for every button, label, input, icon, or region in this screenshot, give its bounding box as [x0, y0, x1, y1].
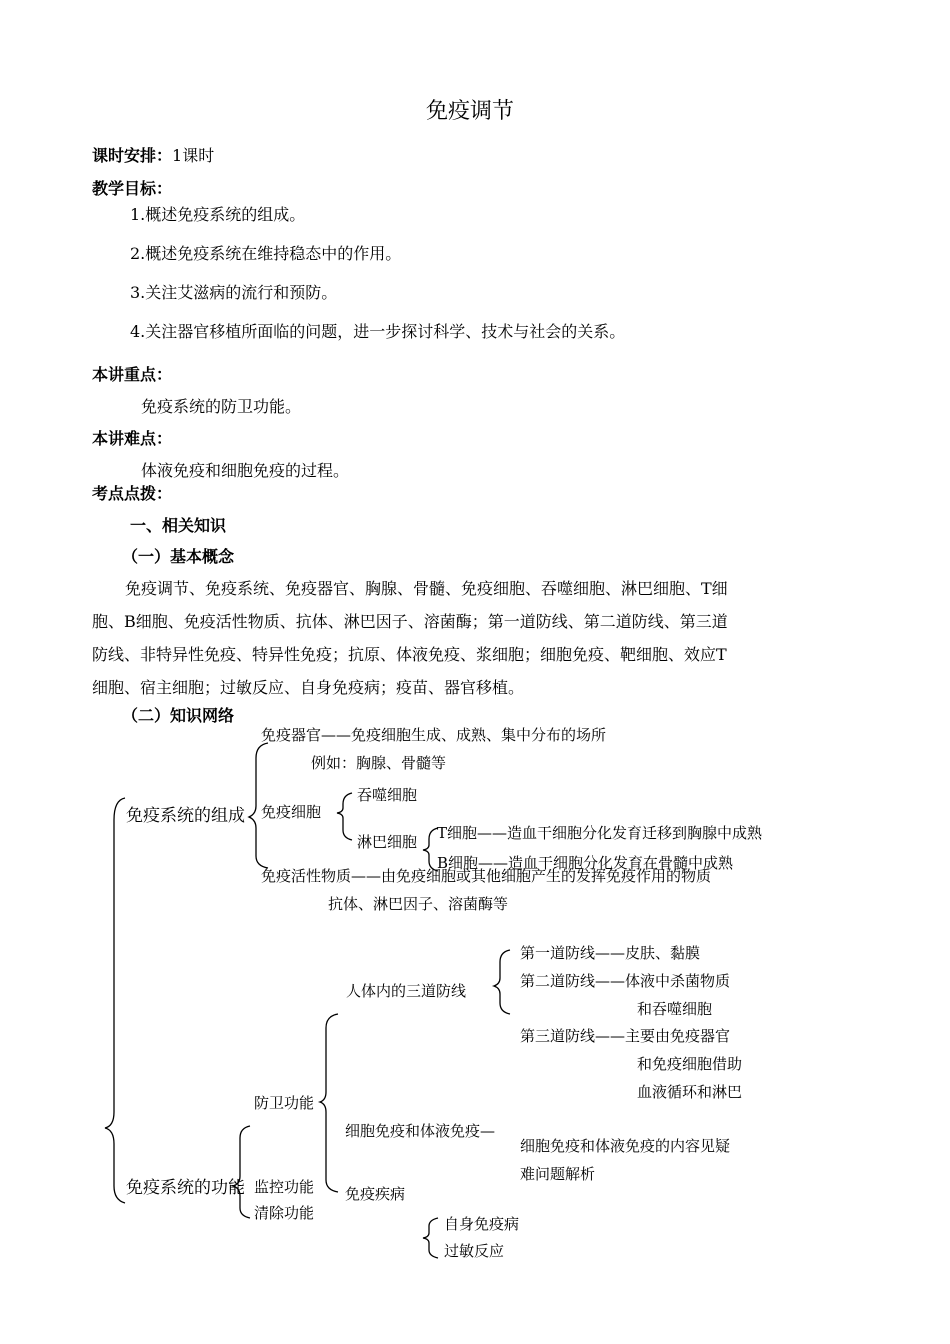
objective-item: 1.概述免疫系统的组成。 [130, 205, 306, 224]
immune-organ: 免疫器官——免疫细胞生成、成熟、集中分布的场所 [261, 726, 607, 744]
concept-line: 防线、非特异性免疫、特异性免疫；抗原、体液免疫、浆细胞；细胞免疫、靶细胞、效应T [92, 645, 727, 664]
schedule-label: 课时安排： [92, 146, 173, 165]
defense-function: 防卫功能 [254, 1094, 315, 1112]
phagocyte: 吞噬细胞 [357, 786, 418, 804]
key-point-label: 本讲重点： [92, 365, 173, 384]
autoimmune-disease: 自身免疫病 [444, 1215, 520, 1233]
immune-cells: 免疫细胞 [261, 803, 322, 821]
immune-active-substance: 免疫活性物质——由免疫细胞或其他细胞产生的发挥免疫作用的物质 [261, 867, 712, 885]
subsection-heading: （一）基本概念 [122, 547, 235, 566]
section-heading: 一、相关知识 [130, 516, 227, 535]
exam-label: 考点点拨： [92, 484, 173, 503]
cell-humoral-immunity: 细胞免疫和体液免疫— [345, 1122, 496, 1140]
schedule-value: 1课时 [172, 146, 215, 165]
difficulty-text: 体液免疫和细胞免疫的过程。 [141, 461, 350, 480]
key-point-text: 免疫系统的防卫功能。 [141, 397, 302, 416]
second-line-defense: 第二道防线——体液中杀菌物质 [520, 972, 731, 990]
three-lines-defense: 人体内的三道防线 [346, 982, 467, 1000]
b-cell: B细胞——造血干细胞分化发育在骨髓中成熟 [437, 854, 734, 872]
objective-item: 2.概述免疫系统在维持稳态中的作用。 [130, 244, 402, 263]
difficulty-label: 本讲难点： [92, 429, 173, 448]
concept-line: 胞、B细胞、免疫活性物质、抗体、淋巴因子、溶菌酶；第一道防线、第二道防线、第三道 [92, 612, 728, 631]
allergy: 过敏反应 [444, 1242, 505, 1260]
page-title: 免疫调节 [426, 99, 515, 124]
immune-organ-example: 例如：胸腺、骨髓等 [311, 754, 447, 772]
objectives-label: 教学目标： [92, 179, 173, 198]
third-line-defense-cont: 血液循环和淋巴 [637, 1083, 743, 1101]
objective-item: 4.关注器官移植所面临的问题，进一步探讨科学、技术与社会的关系。 [130, 322, 626, 341]
second-line-defense-cont: 和吞噬细胞 [637, 1000, 713, 1018]
first-line-defense: 第一道防线——皮肤、黏膜 [520, 944, 701, 962]
immune-active-example: 抗体、淋巴因子、溶菌酶等 [328, 895, 509, 913]
concept-line: 免疫调节、免疫系统、免疫器官、胸腺、骨髓、免疫细胞、吞噬细胞、淋巴细胞、T细 [125, 579, 728, 598]
concept-line: 细胞、宿主细胞；过敏反应、自身免疫病；疫苗、器官移植。 [92, 678, 525, 697]
immune-disease: 免疫疾病 [345, 1185, 406, 1203]
immune-system-composition: 免疫系统的组成 [126, 806, 245, 826]
cell-humoral-note: 细胞免疫和体液免疫的内容见疑 [520, 1137, 731, 1155]
monitor-function: 监控功能 [254, 1178, 315, 1196]
t-cell: T细胞——造血干细胞分化发育迁移到胸腺中成熟 [437, 824, 763, 842]
subsection-heading: （二）知识网络 [122, 706, 235, 725]
immune-system-function: 免疫系统的功能 [126, 1178, 245, 1198]
cell-humoral-note: 难问题解析 [520, 1165, 596, 1183]
objective-item: 3.关注艾滋病的流行和预防。 [130, 283, 338, 302]
lymphocyte: 淋巴细胞 [357, 833, 418, 851]
third-line-defense-cont: 和免疫细胞借助 [637, 1055, 743, 1073]
third-line-defense: 第三道防线——主要由免疫器官 [520, 1027, 731, 1045]
clear-function: 清除功能 [254, 1204, 315, 1222]
